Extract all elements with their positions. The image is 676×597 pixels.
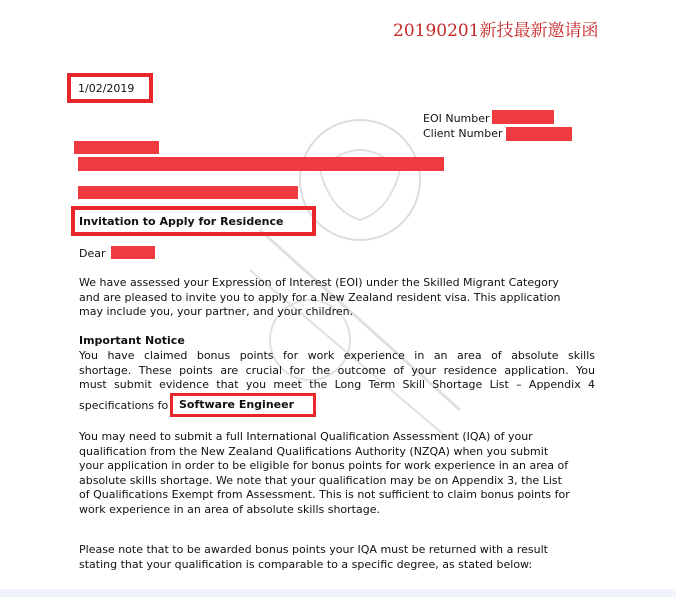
page-bottom-edge [0, 589, 676, 597]
redacted-eoi-number [492, 110, 554, 124]
notice-last-line: specifications fo [79, 399, 169, 412]
text-line: may include you, your partner, and your children. [79, 305, 354, 318]
text-line: Please note that to be awarded bonus points your IQA must be returned with a result [79, 543, 548, 556]
text-line: your application in order to be eligible for bonus points for work experience in an area of [79, 459, 569, 472]
letter-date: 1/02/2019 [78, 82, 135, 95]
text-line: qualification from the New Zealand Qualifications Authority (NZQA) when you submit [79, 444, 549, 458]
text-line: must submit evidence that you meet the Long Term Skill Shortage List – Appendix 4 [79, 378, 595, 391]
text-line: You may need to submit a full International Qualification Assessment (IQA) of your [79, 430, 533, 443]
letter-title: Invitation to Apply for Residence [79, 215, 284, 228]
text-line: We have assessed your Expression of Interest (EOI) under the Skilled Migrant Category [79, 276, 559, 289]
bonus-paragraph [79, 543, 548, 572]
page-caption: 20190201新技最新邀请函 [393, 21, 599, 41]
redacted-recipient-name [111, 246, 155, 259]
text-line: absolute skills shortage. We note that your qualification may be on Appendix 3, the List [79, 473, 562, 487]
client-number-label: Client Number [423, 127, 503, 140]
text-line: of Qualifications Exempt from Assessment. This is not sufficient to claim bonus points for [79, 488, 570, 501]
text-line: and are pleased to invite you to apply for a New Zealand resident visa. This application [79, 290, 561, 304]
occupation-name: Software Engineer [179, 398, 294, 411]
salutation: Dear [79, 247, 106, 260]
text-line: stating that your qualification is comparable to a specific degree, as stated below: [79, 557, 533, 571]
eoi-number-label: EOI Number [423, 112, 490, 125]
notice-paragraph [79, 349, 595, 393]
redacted-address-line-1 [78, 157, 444, 171]
iqa-paragraph [79, 430, 570, 517]
text-line: work experience in an area of absolute skills shortage. [79, 502, 380, 516]
redacted-client-number [506, 127, 572, 141]
redacted-address-line-2 [78, 186, 298, 199]
notice-heading: Important Notice [79, 334, 185, 347]
intro-paragraph [79, 276, 560, 320]
text-line: You have claimed bonus points for work experience in an area of absolute skills [79, 349, 595, 362]
text-line: shortage. These points are crucial for the outcome of your residence application. You [79, 363, 595, 377]
redacted-name [74, 141, 159, 154]
